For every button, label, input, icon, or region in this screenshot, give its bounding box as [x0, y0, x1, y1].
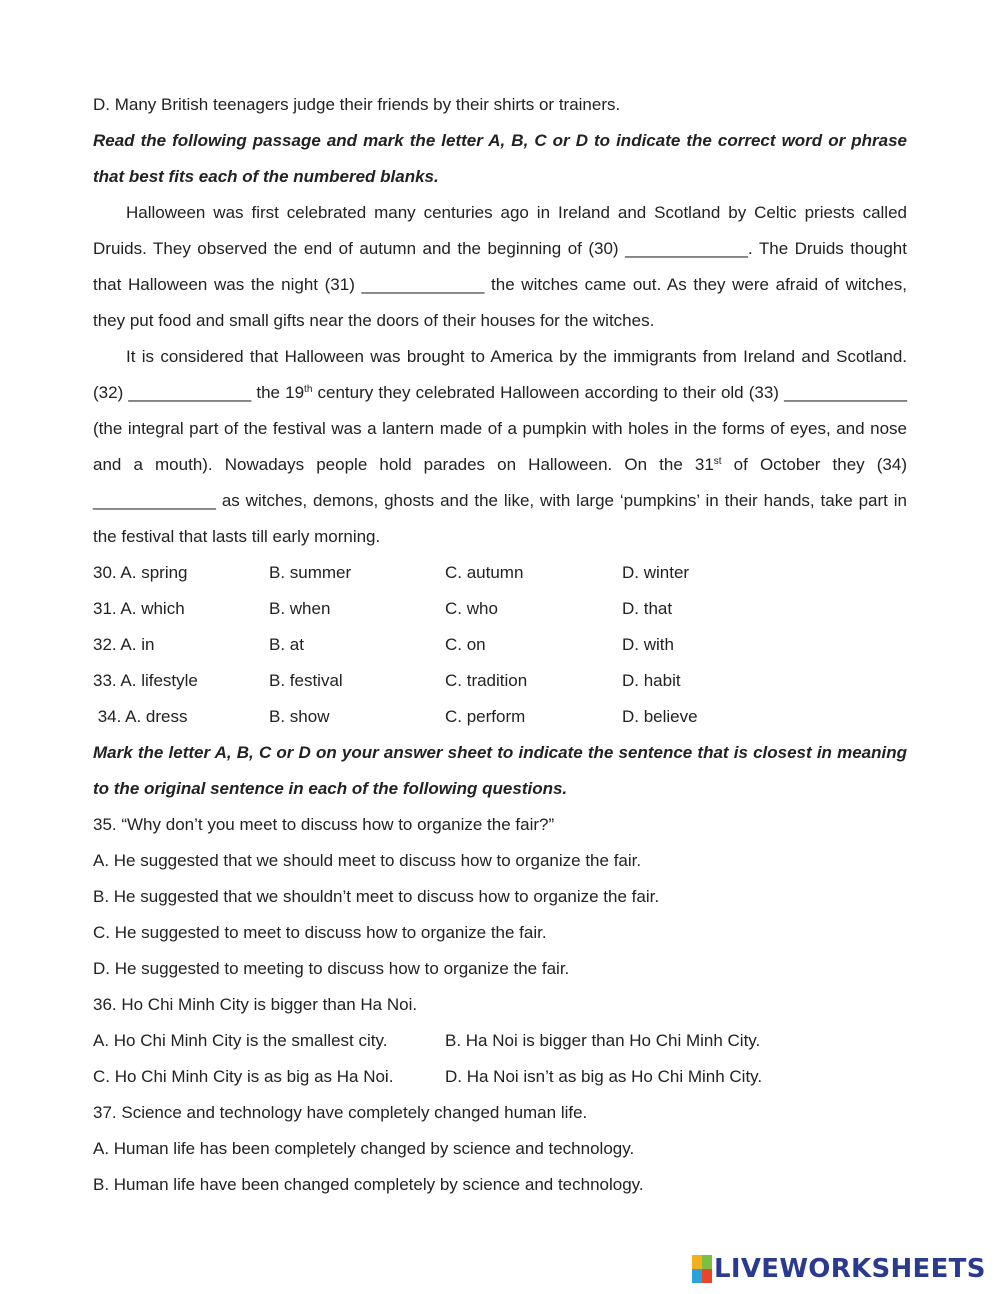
superscript-st: st [713, 456, 722, 467]
option-35-b[interactable]: B. He suggested that we shouldn’t meet to discuss how to organize the fair. [93, 887, 660, 906]
instruction-meaning: Mark the letter A, B, C or D on your answer sheet to indicate the sentence that is closest in meaning to the original sentence in each of the following questions. [93, 743, 907, 798]
option-32-a[interactable]: 32. A. in [93, 635, 155, 654]
option-35-a[interactable]: A. He suggested that we should meet to discuss how to organize the fair. [93, 851, 642, 870]
option-34-a[interactable]: 34. A. dress [93, 707, 188, 726]
option-33-b[interactable]: B. festival [269, 671, 343, 690]
liveworksheets-logo-icon [692, 1255, 712, 1283]
option-35-d[interactable]: D. He suggested to meeting to discuss how to organize the fair. [93, 959, 570, 978]
option-37-a[interactable]: A. Human life has been completely changed by science and technology. [93, 1139, 635, 1158]
option-30-b[interactable]: B. summer [269, 563, 352, 582]
option-36-b[interactable]: B. Ha Noi is bigger than Ho Chi Minh City. [445, 1031, 761, 1050]
passage-text-b: century they celebrated Halloween according to their old (33) _____________ (the integral part of the festival was a lantern made of a pumpkin with holes in the forms of eyes, and nose and a mouth). Nowadays people hold parades on Halloween. On the 31 [93, 383, 907, 474]
option-34-d[interactable]: D. believe [622, 707, 698, 726]
option-31-d[interactable]: D. that [622, 599, 673, 618]
option-31-c[interactable]: C. who [445, 599, 498, 618]
passage-text-c: of October they (34) _____________ as witches, demons, ghosts and the like, with large ‘pumpkins’ in their hands, take part in the festival that lasts till early morning. [93, 455, 907, 546]
liveworksheets-logo-text: LIVEWORKSHEETS [714, 1254, 986, 1284]
option-32-b[interactable]: B. at [269, 635, 304, 654]
question-36: 36. Ho Chi Minh City is bigger than Ha Noi. [93, 995, 418, 1014]
question-30-options [93, 555, 907, 591]
option-31-b[interactable]: B. when [269, 599, 331, 618]
option-33-d[interactable]: D. habit [622, 671, 681, 690]
option-31-a[interactable]: 31. A. which [93, 599, 185, 618]
question-36-row-2 [93, 1059, 907, 1095]
logo-square-3 [692, 1269, 702, 1283]
option-36-a[interactable]: A. Ho Chi Minh City is the smallest city. [93, 1031, 388, 1050]
option-33-c[interactable]: C. tradition [445, 671, 528, 690]
option-32-d[interactable]: D. with [622, 635, 674, 654]
superscript-th: th [304, 384, 313, 395]
passage-text-a: It is considered that Halloween was brought to America by the immigrants from Ireland and Scotland. (32) _____________ the 19 [93, 347, 907, 402]
option-30-a[interactable]: 30. A. spring [93, 563, 188, 582]
liveworksheets-logo [692, 1252, 990, 1286]
option-36-c[interactable]: C. Ho Chi Minh City is as big as Ha Noi. [93, 1067, 394, 1086]
instruction-reading: Read the following passage and mark the letter A, B, C or D to indicate the correct word or phrase that best fits each of the numbered blanks. [93, 131, 907, 186]
options-block [93, 555, 907, 735]
passage-paragraph-2 [93, 339, 907, 555]
question-31-options [93, 591, 907, 627]
option-33-a[interactable]: 33. A. lifestyle [93, 671, 198, 690]
logo-square-1 [692, 1255, 702, 1269]
option-35-c[interactable]: C. He suggested to meet to discuss how to organize the fair. [93, 923, 547, 942]
option-30-c[interactable]: C. autumn [445, 563, 524, 582]
question-36-row-1 [93, 1023, 907, 1059]
question-37: 37. Science and technology have completely changed human life. [93, 1103, 588, 1122]
worksheet-page [93, 87, 907, 1203]
option-37-b[interactable]: B. Human life have been changed completely by science and technology. [93, 1175, 644, 1194]
question-32-options [93, 627, 907, 663]
logo-square-2 [702, 1255, 712, 1269]
question-33-options [93, 663, 907, 699]
question-35: 35. “Why don’t you meet to discuss how to organize the fair?” [93, 815, 555, 834]
option-30-d[interactable]: D. winter [622, 563, 690, 582]
option-36-d[interactable]: D. Ha Noi isn’t as big as Ho Chi Minh City. [445, 1067, 763, 1086]
passage-paragraph-1: Halloween was first celebrated many centuries ago in Ireland and Scotland by Celtic priests called Druids. They observed the end of autumn and the beginning of (30) _____________. The Druids thought that Halloween was the night (31) _____________ the witches came out. As they were afraid of witches, they put food and small gifts near the doors of their houses for the witches. [93, 203, 907, 330]
logo-square-4 [702, 1269, 712, 1283]
previous-option-d: D. Many British teenagers judge their friends by their shirts or trainers. [93, 95, 621, 114]
option-34-c[interactable]: C. perform [445, 707, 526, 726]
question-34-options [93, 699, 907, 735]
option-34-b[interactable]: B. show [269, 707, 330, 726]
option-32-c[interactable]: C. on [445, 635, 486, 654]
